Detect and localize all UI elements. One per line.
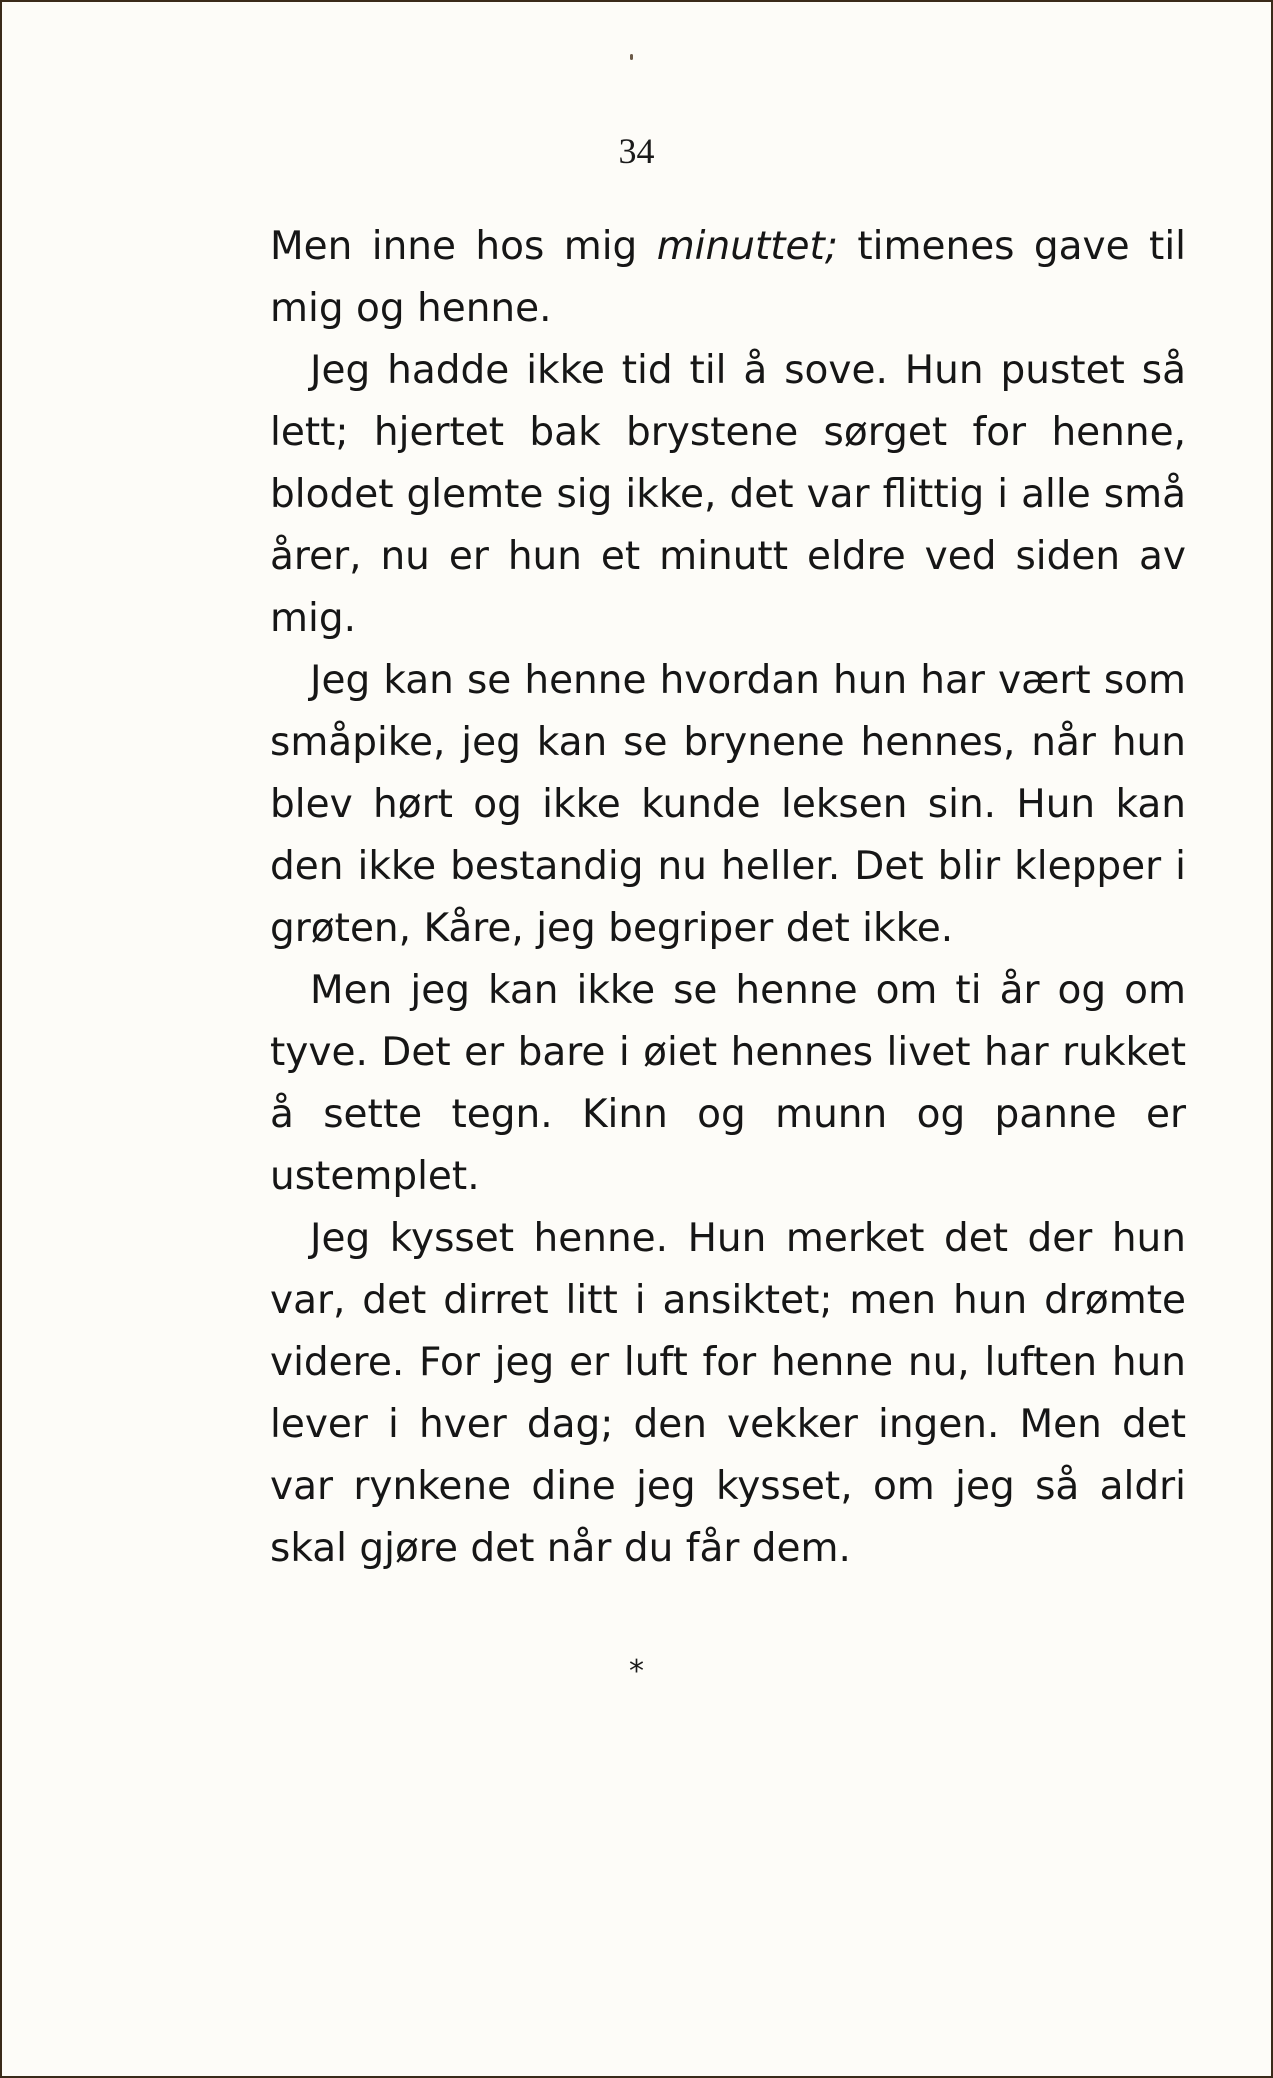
paragraph-5: Jeg kysset henne. Hun merket det der hun var, det dirret litt i ansiktet; men hun drømte videre. For jeg er luft for henne nu, luften hun lever i hver dag; den vekker ingen. Men det var rynkene dine jeg kysset, om jeg så aldri skal gjøre det når du får dem.: [270, 1216, 1186, 1571]
paragraph-1: [270, 216, 1186, 340]
page-number: 34: [618, 131, 655, 171]
paragraph-1-emphasis: minuttet;: [656, 224, 838, 269]
section-ornament: *: [629, 1654, 644, 1689]
paper-speck: [630, 54, 633, 60]
paragraph-1-before: Men inne hos mig: [270, 224, 657, 269]
paragraph-1-after: timenes gave til mig og henne.: [270, 224, 1186, 331]
paragraph-3: Jeg kan se henne hvordan hun har vært som småpike, jeg kan se brynene hennes, når hun blev hørt og ikke kunde leksen sin. Hun kan den ikke bestandig nu heller. Det blir klepper i grøten, Kåre, jeg begriper det ikke.: [270, 658, 1186, 951]
paragraph-2: Jeg hadde ikke tid til å sove. Hun pustet så lett; hjertet bak brystene sørget for henne, blodet glemte sig ikke, det var flittig i alle små årer, nu er hun et minutt eldre ved siden av mig.: [270, 348, 1186, 641]
body-text: [270, 216, 1186, 1580]
paragraph-4: Men jeg kan ikke se henne om ti år og om tyve. Det er bare i øiet hennes livet har rukket å sette tegn. Kinn og munn og panne er ustemplet.: [270, 968, 1186, 1199]
